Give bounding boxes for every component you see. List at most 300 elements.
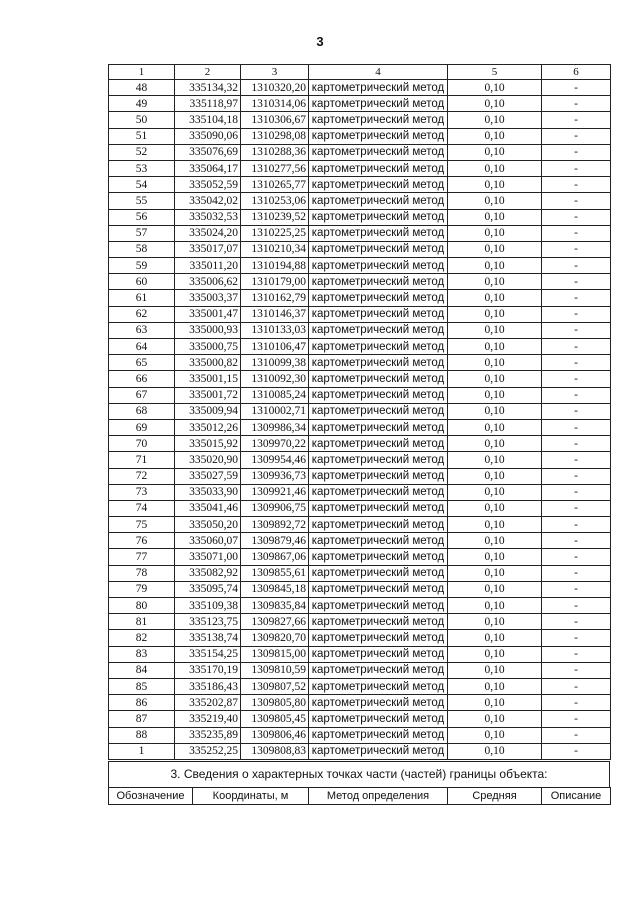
y-coordinate-cell: 1310146,37 bbox=[241, 306, 309, 322]
y-coordinate-cell: 1309807,52 bbox=[241, 678, 309, 694]
description-cell: - bbox=[542, 630, 611, 646]
y-coordinate-cell: 1310265,77 bbox=[241, 177, 309, 193]
table-row bbox=[109, 646, 611, 662]
description-cell: - bbox=[542, 662, 611, 678]
point-number-cell: 63 bbox=[109, 322, 175, 338]
accuracy-cell: 0,10 bbox=[448, 193, 542, 209]
x-coordinate-cell: 335186,43 bbox=[175, 678, 241, 694]
method-cell: картометрический метод bbox=[309, 711, 448, 727]
x-coordinate-cell: 335003,37 bbox=[175, 290, 241, 306]
accuracy-cell: 0,10 bbox=[448, 144, 542, 160]
table-row bbox=[109, 533, 611, 549]
y-coordinate-cell: 1310239,52 bbox=[241, 209, 309, 225]
accuracy-cell: 0,10 bbox=[448, 112, 542, 128]
accuracy-cell: 0,10 bbox=[448, 581, 542, 597]
method-cell: картометрический метод bbox=[309, 193, 448, 209]
y-coordinate-cell: 1310106,47 bbox=[241, 339, 309, 355]
point-number-cell: 71 bbox=[109, 452, 175, 468]
accuracy-cell: 0,10 bbox=[448, 160, 542, 176]
y-coordinate-cell: 1310253,06 bbox=[241, 193, 309, 209]
description-cell: - bbox=[542, 258, 611, 274]
description-cell: - bbox=[542, 419, 611, 435]
method-cell: картометрический метод bbox=[309, 419, 448, 435]
accuracy-cell: 0,10 bbox=[448, 614, 542, 630]
accuracy-cell: 0,10 bbox=[448, 517, 542, 533]
accuracy-cell: 0,10 bbox=[448, 500, 542, 516]
description-cell: - bbox=[542, 112, 611, 128]
point-number-cell: 62 bbox=[109, 306, 175, 322]
description-cell: - bbox=[542, 144, 611, 160]
x-coordinate-cell: 335020,90 bbox=[175, 452, 241, 468]
table-row bbox=[109, 517, 611, 533]
method-cell: картометрический метод bbox=[309, 355, 448, 371]
method-cell: картометрический метод bbox=[309, 160, 448, 176]
section-3-title: 3. Сведения о характерных точках части (частей) границы объекта: bbox=[108, 761, 610, 788]
column-header-average: Средняя bbox=[448, 788, 542, 805]
method-cell: картометрический метод bbox=[309, 452, 448, 468]
x-coordinate-cell: 335001,72 bbox=[175, 387, 241, 403]
y-coordinate-cell: 1310179,00 bbox=[241, 274, 309, 290]
point-number-cell: 52 bbox=[109, 144, 175, 160]
table-row bbox=[109, 160, 611, 176]
y-coordinate-cell: 1310092,30 bbox=[241, 371, 309, 387]
table-row bbox=[109, 598, 611, 614]
accuracy-cell: 0,10 bbox=[448, 484, 542, 500]
table-row bbox=[109, 727, 611, 743]
header-cell: 5 bbox=[448, 65, 542, 80]
x-coordinate-cell: 335000,93 bbox=[175, 322, 241, 338]
point-number-cell: 59 bbox=[109, 258, 175, 274]
table-row bbox=[109, 743, 611, 759]
table-row bbox=[109, 306, 611, 322]
point-number-cell: 86 bbox=[109, 695, 175, 711]
accuracy-cell: 0,10 bbox=[448, 225, 542, 241]
y-coordinate-cell: 1310320,20 bbox=[241, 80, 309, 96]
table-row bbox=[109, 339, 611, 355]
point-number-cell: 64 bbox=[109, 339, 175, 355]
description-cell: - bbox=[542, 274, 611, 290]
x-coordinate-cell: 335001,47 bbox=[175, 306, 241, 322]
point-number-cell: 84 bbox=[109, 662, 175, 678]
method-cell: картометрический метод bbox=[309, 646, 448, 662]
y-coordinate-cell: 1309827,66 bbox=[241, 614, 309, 630]
y-coordinate-cell: 1309855,61 bbox=[241, 565, 309, 581]
accuracy-cell: 0,10 bbox=[448, 695, 542, 711]
section-3-header-row bbox=[109, 788, 611, 805]
description-cell: - bbox=[542, 193, 611, 209]
description-cell: - bbox=[542, 128, 611, 144]
accuracy-cell: 0,10 bbox=[448, 258, 542, 274]
x-coordinate-cell: 335118,97 bbox=[175, 96, 241, 112]
point-number-cell: 78 bbox=[109, 565, 175, 581]
y-coordinate-cell: 1310288,36 bbox=[241, 144, 309, 160]
point-number-cell: 82 bbox=[109, 630, 175, 646]
y-coordinate-cell: 1309879,46 bbox=[241, 533, 309, 549]
point-number-cell: 69 bbox=[109, 419, 175, 435]
header-cell: 2 bbox=[175, 65, 241, 80]
y-coordinate-cell: 1309805,45 bbox=[241, 711, 309, 727]
y-coordinate-cell: 1310225,25 bbox=[241, 225, 309, 241]
method-cell: картометрический метод bbox=[309, 225, 448, 241]
method-cell: картометрический метод bbox=[309, 468, 448, 484]
x-coordinate-cell: 335252,25 bbox=[175, 743, 241, 759]
table-row bbox=[109, 355, 611, 371]
point-number-cell: 73 bbox=[109, 484, 175, 500]
y-coordinate-cell: 1309806,46 bbox=[241, 727, 309, 743]
x-coordinate-cell: 335090,06 bbox=[175, 128, 241, 144]
description-cell: - bbox=[542, 517, 611, 533]
description-cell: - bbox=[542, 96, 611, 112]
table-header-row bbox=[109, 65, 611, 80]
x-coordinate-cell: 335001,15 bbox=[175, 371, 241, 387]
point-number-cell: 79 bbox=[109, 581, 175, 597]
x-coordinate-cell: 335015,92 bbox=[175, 436, 241, 452]
x-coordinate-cell: 335009,94 bbox=[175, 403, 241, 419]
y-coordinate-cell: 1309810,59 bbox=[241, 662, 309, 678]
x-coordinate-cell: 335012,26 bbox=[175, 419, 241, 435]
y-coordinate-cell: 1310298,08 bbox=[241, 128, 309, 144]
method-cell: картометрический метод bbox=[309, 209, 448, 225]
description-cell: - bbox=[542, 468, 611, 484]
table-row bbox=[109, 468, 611, 484]
method-cell: картометрический метод bbox=[309, 403, 448, 419]
point-number-cell: 81 bbox=[109, 614, 175, 630]
table-row bbox=[109, 371, 611, 387]
x-coordinate-cell: 335064,17 bbox=[175, 160, 241, 176]
x-coordinate-cell: 335017,07 bbox=[175, 241, 241, 257]
point-number-cell: 68 bbox=[109, 403, 175, 419]
x-coordinate-cell: 335076,69 bbox=[175, 144, 241, 160]
y-coordinate-cell: 1309867,06 bbox=[241, 549, 309, 565]
accuracy-cell: 0,10 bbox=[448, 565, 542, 581]
description-cell: - bbox=[542, 711, 611, 727]
x-coordinate-cell: 335134,32 bbox=[175, 80, 241, 96]
point-number-cell: 50 bbox=[109, 112, 175, 128]
method-cell: картометрический метод bbox=[309, 695, 448, 711]
method-cell: картометрический метод bbox=[309, 662, 448, 678]
description-cell: - bbox=[542, 549, 611, 565]
table-row bbox=[109, 128, 611, 144]
method-cell: картометрический метод bbox=[309, 598, 448, 614]
accuracy-cell: 0,10 bbox=[448, 209, 542, 225]
point-number-cell: 53 bbox=[109, 160, 175, 176]
point-number-cell: 1 bbox=[109, 743, 175, 759]
table-row bbox=[109, 225, 611, 241]
accuracy-cell: 0,10 bbox=[448, 468, 542, 484]
accuracy-cell: 0,10 bbox=[448, 743, 542, 759]
table-row bbox=[109, 96, 611, 112]
description-cell: - bbox=[542, 225, 611, 241]
x-coordinate-cell: 335006,62 bbox=[175, 274, 241, 290]
method-cell: картометрический метод bbox=[309, 128, 448, 144]
accuracy-cell: 0,10 bbox=[448, 403, 542, 419]
point-number-cell: 57 bbox=[109, 225, 175, 241]
method-cell: картометрический метод bbox=[309, 549, 448, 565]
column-header-designation: Обозначение bbox=[109, 788, 193, 805]
accuracy-cell: 0,10 bbox=[448, 371, 542, 387]
table-row bbox=[109, 80, 611, 96]
y-coordinate-cell: 1309936,73 bbox=[241, 468, 309, 484]
point-number-cell: 65 bbox=[109, 355, 175, 371]
y-coordinate-cell: 1309845,18 bbox=[241, 581, 309, 597]
method-cell: картометрический метод bbox=[309, 614, 448, 630]
method-cell: картометрический метод bbox=[309, 727, 448, 743]
table-row bbox=[109, 500, 611, 516]
description-cell: - bbox=[542, 241, 611, 257]
accuracy-cell: 0,10 bbox=[448, 306, 542, 322]
point-number-cell: 83 bbox=[109, 646, 175, 662]
table-row bbox=[109, 678, 611, 694]
table-row bbox=[109, 452, 611, 468]
y-coordinate-cell: 1309954,46 bbox=[241, 452, 309, 468]
method-cell: картометрический метод bbox=[309, 565, 448, 581]
x-coordinate-cell: 335024,20 bbox=[175, 225, 241, 241]
description-cell: - bbox=[542, 290, 611, 306]
method-cell: картометрический метод bbox=[309, 743, 448, 759]
y-coordinate-cell: 1309906,75 bbox=[241, 500, 309, 516]
y-coordinate-cell: 1309986,34 bbox=[241, 419, 309, 435]
table-row bbox=[109, 144, 611, 160]
x-coordinate-cell: 335033,90 bbox=[175, 484, 241, 500]
point-number-cell: 54 bbox=[109, 177, 175, 193]
method-cell: картометрический метод bbox=[309, 258, 448, 274]
method-cell: картометрический метод bbox=[309, 112, 448, 128]
accuracy-cell: 0,10 bbox=[448, 128, 542, 144]
table-row bbox=[109, 290, 611, 306]
header-cell: 3 bbox=[241, 65, 309, 80]
point-number-cell: 48 bbox=[109, 80, 175, 96]
x-coordinate-cell: 335170,19 bbox=[175, 662, 241, 678]
x-coordinate-cell: 335032,53 bbox=[175, 209, 241, 225]
y-coordinate-cell: 1309805,80 bbox=[241, 695, 309, 711]
table-row bbox=[109, 436, 611, 452]
accuracy-cell: 0,10 bbox=[448, 387, 542, 403]
description-cell: - bbox=[542, 614, 611, 630]
column-header-method: Метод определения bbox=[309, 788, 448, 805]
table-row bbox=[109, 112, 611, 128]
description-cell: - bbox=[542, 436, 611, 452]
table-row bbox=[109, 549, 611, 565]
point-number-cell: 72 bbox=[109, 468, 175, 484]
method-cell: картометрический метод bbox=[309, 517, 448, 533]
x-coordinate-cell: 335095,74 bbox=[175, 581, 241, 597]
y-coordinate-cell: 1310194,88 bbox=[241, 258, 309, 274]
method-cell: картометрический метод bbox=[309, 500, 448, 516]
accuracy-cell: 0,10 bbox=[448, 436, 542, 452]
point-number-cell: 74 bbox=[109, 500, 175, 516]
point-number-cell: 85 bbox=[109, 678, 175, 694]
point-number-cell: 56 bbox=[109, 209, 175, 225]
table-row bbox=[109, 614, 611, 630]
table-row bbox=[109, 241, 611, 257]
table-row bbox=[109, 581, 611, 597]
description-cell: - bbox=[542, 533, 611, 549]
header-cell: 6 bbox=[542, 65, 611, 80]
point-number-cell: 88 bbox=[109, 727, 175, 743]
point-number-cell: 66 bbox=[109, 371, 175, 387]
point-number-cell: 51 bbox=[109, 128, 175, 144]
x-coordinate-cell: 335219,40 bbox=[175, 711, 241, 727]
x-coordinate-cell: 335052,59 bbox=[175, 177, 241, 193]
y-coordinate-cell: 1309815,00 bbox=[241, 646, 309, 662]
table-row bbox=[109, 387, 611, 403]
point-number-cell: 70 bbox=[109, 436, 175, 452]
y-coordinate-cell: 1309921,46 bbox=[241, 484, 309, 500]
table-row bbox=[109, 695, 611, 711]
y-coordinate-cell: 1310099,38 bbox=[241, 355, 309, 371]
coordinates-table bbox=[108, 64, 611, 760]
description-cell: - bbox=[542, 695, 611, 711]
x-coordinate-cell: 335027,59 bbox=[175, 468, 241, 484]
x-coordinate-cell: 335071,00 bbox=[175, 549, 241, 565]
method-cell: картометрический метод bbox=[309, 322, 448, 338]
x-coordinate-cell: 335060,07 bbox=[175, 533, 241, 549]
y-coordinate-cell: 1310085,24 bbox=[241, 387, 309, 403]
method-cell: картометрический метод bbox=[309, 339, 448, 355]
point-number-cell: 77 bbox=[109, 549, 175, 565]
point-number-cell: 60 bbox=[109, 274, 175, 290]
description-cell: - bbox=[542, 160, 611, 176]
table-row bbox=[109, 419, 611, 435]
description-cell: - bbox=[542, 387, 611, 403]
point-number-cell: 87 bbox=[109, 711, 175, 727]
table-row bbox=[109, 662, 611, 678]
y-coordinate-cell: 1309835,84 bbox=[241, 598, 309, 614]
accuracy-cell: 0,10 bbox=[448, 598, 542, 614]
description-cell: - bbox=[542, 727, 611, 743]
description-cell: - bbox=[542, 484, 611, 500]
x-coordinate-cell: 335041,46 bbox=[175, 500, 241, 516]
point-number-cell: 61 bbox=[109, 290, 175, 306]
y-coordinate-cell: 1310002,71 bbox=[241, 403, 309, 419]
y-coordinate-cell: 1310133,03 bbox=[241, 322, 309, 338]
accuracy-cell: 0,10 bbox=[448, 177, 542, 193]
y-coordinate-cell: 1309892,72 bbox=[241, 517, 309, 533]
accuracy-cell: 0,10 bbox=[448, 533, 542, 549]
method-cell: картометрический метод bbox=[309, 484, 448, 500]
x-coordinate-cell: 335202,87 bbox=[175, 695, 241, 711]
accuracy-cell: 0,10 bbox=[448, 630, 542, 646]
y-coordinate-cell: 1309808,83 bbox=[241, 743, 309, 759]
accuracy-cell: 0,10 bbox=[448, 646, 542, 662]
description-cell: - bbox=[542, 322, 611, 338]
accuracy-cell: 0,10 bbox=[448, 662, 542, 678]
coordinates-table-body bbox=[109, 65, 611, 760]
y-coordinate-cell: 1309970,22 bbox=[241, 436, 309, 452]
point-number-cell: 75 bbox=[109, 517, 175, 533]
accuracy-cell: 0,10 bbox=[448, 452, 542, 468]
point-number-cell: 58 bbox=[109, 241, 175, 257]
x-coordinate-cell: 335138,74 bbox=[175, 630, 241, 646]
method-cell: картометрический метод bbox=[309, 274, 448, 290]
method-cell: картометрический метод bbox=[309, 533, 448, 549]
x-coordinate-cell: 335235,89 bbox=[175, 727, 241, 743]
page-number: 3 bbox=[316, 34, 324, 49]
method-cell: картометрический метод bbox=[309, 177, 448, 193]
x-coordinate-cell: 335109,38 bbox=[175, 598, 241, 614]
description-cell: - bbox=[542, 339, 611, 355]
accuracy-cell: 0,10 bbox=[448, 419, 542, 435]
table-row bbox=[109, 177, 611, 193]
accuracy-cell: 0,10 bbox=[448, 727, 542, 743]
column-header-coordinates: Координаты, м bbox=[193, 788, 309, 805]
description-cell: - bbox=[542, 371, 611, 387]
point-number-cell: 76 bbox=[109, 533, 175, 549]
x-coordinate-cell: 335000,75 bbox=[175, 339, 241, 355]
x-coordinate-cell: 335050,20 bbox=[175, 517, 241, 533]
method-cell: картометрический метод bbox=[309, 371, 448, 387]
method-cell: картометрический метод bbox=[309, 80, 448, 96]
accuracy-cell: 0,10 bbox=[448, 355, 542, 371]
y-coordinate-cell: 1310210,34 bbox=[241, 241, 309, 257]
header-cell: 4 bbox=[309, 65, 448, 80]
method-cell: картометрический метод bbox=[309, 581, 448, 597]
accuracy-cell: 0,10 bbox=[448, 241, 542, 257]
method-cell: картометрический метод bbox=[309, 387, 448, 403]
table-row bbox=[109, 711, 611, 727]
x-coordinate-cell: 335000,82 bbox=[175, 355, 241, 371]
accuracy-cell: 0,10 bbox=[448, 678, 542, 694]
method-cell: картометрический метод bbox=[309, 241, 448, 257]
accuracy-cell: 0,10 bbox=[448, 80, 542, 96]
description-cell: - bbox=[542, 452, 611, 468]
description-cell: - bbox=[542, 565, 611, 581]
y-coordinate-cell: 1309820,70 bbox=[241, 630, 309, 646]
method-cell: картометрический метод bbox=[309, 144, 448, 160]
description-cell: - bbox=[542, 500, 611, 516]
table-row bbox=[109, 403, 611, 419]
x-coordinate-cell: 335123,75 bbox=[175, 614, 241, 630]
accuracy-cell: 0,10 bbox=[448, 96, 542, 112]
accuracy-cell: 0,10 bbox=[448, 322, 542, 338]
table-row bbox=[109, 193, 611, 209]
table-row bbox=[109, 630, 611, 646]
method-cell: картометрический метод bbox=[309, 678, 448, 694]
method-cell: картометрический метод bbox=[309, 306, 448, 322]
description-cell: - bbox=[542, 646, 611, 662]
method-cell: картометрический метод bbox=[309, 96, 448, 112]
x-coordinate-cell: 335104,18 bbox=[175, 112, 241, 128]
column-header-description: Описание bbox=[542, 788, 611, 805]
description-cell: - bbox=[542, 80, 611, 96]
y-coordinate-cell: 1310306,67 bbox=[241, 112, 309, 128]
accuracy-cell: 0,10 bbox=[448, 274, 542, 290]
x-coordinate-cell: 335082,92 bbox=[175, 565, 241, 581]
description-cell: - bbox=[542, 306, 611, 322]
table-row bbox=[109, 258, 611, 274]
description-cell: - bbox=[542, 177, 611, 193]
method-cell: картометрический метод bbox=[309, 290, 448, 306]
description-cell: - bbox=[542, 743, 611, 759]
accuracy-cell: 0,10 bbox=[448, 549, 542, 565]
table-row bbox=[109, 209, 611, 225]
header-cell: 1 bbox=[109, 65, 175, 80]
description-cell: - bbox=[542, 598, 611, 614]
description-cell: - bbox=[542, 678, 611, 694]
table-row bbox=[109, 322, 611, 338]
description-cell: - bbox=[542, 581, 611, 597]
description-cell: - bbox=[542, 209, 611, 225]
point-number-cell: 49 bbox=[109, 96, 175, 112]
x-coordinate-cell: 335154,25 bbox=[175, 646, 241, 662]
point-number-cell: 80 bbox=[109, 598, 175, 614]
point-number-cell: 55 bbox=[109, 193, 175, 209]
accuracy-cell: 0,10 bbox=[448, 711, 542, 727]
table-row bbox=[109, 484, 611, 500]
point-number-cell: 67 bbox=[109, 387, 175, 403]
y-coordinate-cell: 1310277,56 bbox=[241, 160, 309, 176]
method-cell: картометрический метод bbox=[309, 436, 448, 452]
